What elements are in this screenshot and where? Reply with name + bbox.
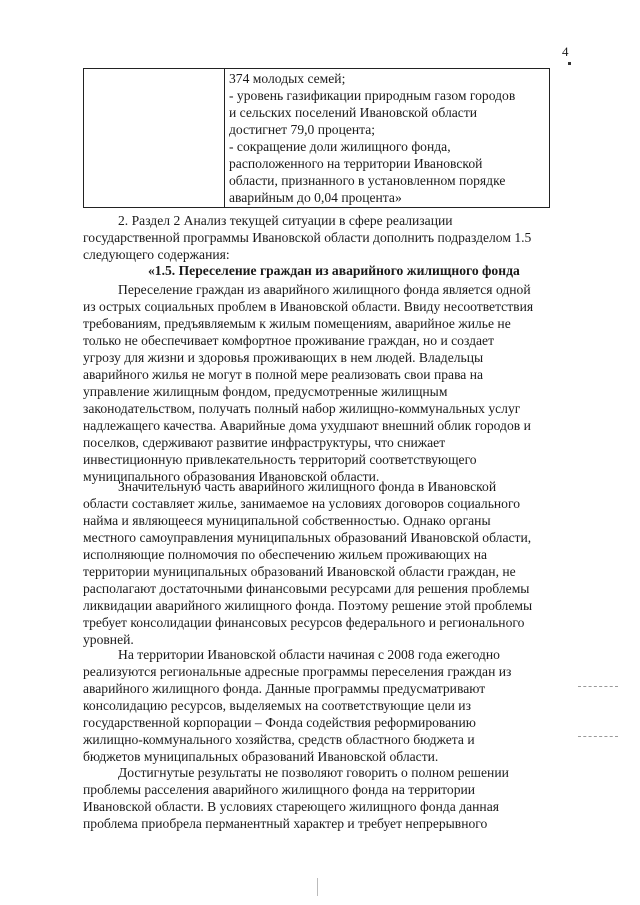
margin-mark [578, 686, 618, 688]
section-heading: «1.5. Переселение граждан из аварийного жилищного фонда [148, 263, 520, 278]
fold-mark [317, 878, 318, 896]
paragraph-line: управление жилищным фондом, предусмотренные жилищным [83, 384, 448, 399]
paragraph-line: Значительную часть аварийного жилищного фонда в Ивановской [118, 479, 497, 494]
paragraph-line: аварийного жилищного фонда. Данные программы предусматривают [83, 681, 486, 696]
paragraph-line: Переселение граждан из аварийного жилищного фонда является одной [118, 282, 531, 297]
table-line: области, признанного в установленном порядке [229, 173, 506, 188]
scan-mark [568, 62, 571, 65]
page-number: 4 [562, 44, 569, 59]
paragraph-line: государственной корпорации – Фонда содействия реформированию [83, 715, 476, 730]
table-line: и сельских поселений Ивановской области [229, 105, 478, 120]
paragraph-line: располагают достаточными финансовыми ресурсами для решения проблемы [83, 581, 530, 596]
table-right-cell [229, 69, 547, 207]
table-line: - уровень газификации природным газом городов [229, 88, 516, 103]
table-line: 374 молодых семей; [229, 71, 346, 86]
paragraph-line: Достигнутые результаты не позволяют говорить о полном решении [118, 765, 509, 780]
paragraph-line: проблема приобрела перманентный характер и требует непрерывного [83, 816, 488, 831]
table-line: расположенного на территории Ивановской [229, 156, 483, 171]
paragraph-line: консолидацию ресурсов, выделяемых на соответствующие цели из [83, 698, 471, 713]
paragraph-line: требует консолидации финансовых ресурсов федерального и регионального [83, 615, 525, 630]
paragraph-line: муниципального образования Ивановской области. [83, 469, 380, 484]
paragraph-line: требованиям, предъявляемым к жилым помещениям, аварийное жилье не [83, 316, 511, 331]
paragraph-line: бюджетов муниципальных образований Ивановской области. [83, 749, 439, 764]
paragraph-line: аварийного жилья не могут в полной мере реализовать свои права на [83, 367, 484, 382]
paragraph-line: инвестиционную привлекательность территорий соответствующего [83, 452, 477, 467]
paragraph-line: поселков, сдерживают развитие инфраструктуры, что снижает [83, 435, 446, 450]
table-line: - сокращение доли жилищного фонда, [229, 139, 451, 154]
paragraph-line: области составляет жилье, занимаемое на условиях договоров социального [83, 496, 520, 511]
paragraph-line: территории муниципальных образований Ивановской области граждан, не [83, 564, 516, 579]
paragraph-line: ликвидации аварийного жилищного фонда. Поэтому решение этой проблемы [83, 598, 533, 613]
paragraph-line: местного самоуправления муниципальных образований Ивановской области, [83, 530, 532, 545]
paragraph-line: реализуются региональные адресные программы переселения граждан из [83, 664, 512, 679]
table-line: достигнет 79,0 процента; [229, 122, 376, 137]
intro-line: государственной программы Ивановской области дополнить подразделом 1.5 [83, 230, 532, 245]
paragraph-line: Ивановской области. В условиях стареющего жилищного фонда данная [83, 799, 499, 814]
paragraph-line: найма и являющееся муниципальной собственностью. Однако органы [83, 513, 491, 528]
paragraph-line: угрозу для жизни и здоровья проживающих в нем людей. Владельцы [83, 350, 484, 365]
paragraph-line: уровней. [83, 632, 134, 647]
paragraph-line: проблемы расселения аварийного жилищного фонда на территории [83, 782, 476, 797]
paragraph-line: На территории Ивановской области начиная с 2008 года ежегодно [118, 647, 500, 662]
paragraph-line: жилищно-коммунального хозяйства, средств областного бюджета и [83, 732, 475, 747]
table-line: аварийным до 0,04 процента» [229, 190, 402, 205]
goals-table [83, 68, 550, 208]
paragraph-line: исполняющие полномочия по обеспечению жильем проживающих на [83, 547, 488, 562]
paragraph-line: из острых социальных проблем в Ивановской области. Ввиду несоответствия [83, 299, 534, 314]
intro-line: 2. Раздел 2 Анализ текущей ситуации в сфере реализации [118, 213, 453, 228]
paragraph-line: законодательством, получать полный набор жилищно-коммунальных услуг [83, 401, 521, 416]
paragraph-line: только не обеспечивает комфортное проживание граждан, но и создает [83, 333, 495, 348]
paragraph-line: надлежащего качества. Аварийные дома ухудшают внешний облик городов и [83, 418, 531, 433]
intro-line: следующего содержания: [83, 247, 230, 262]
table-left-cell [84, 69, 225, 207]
margin-mark [578, 736, 618, 738]
